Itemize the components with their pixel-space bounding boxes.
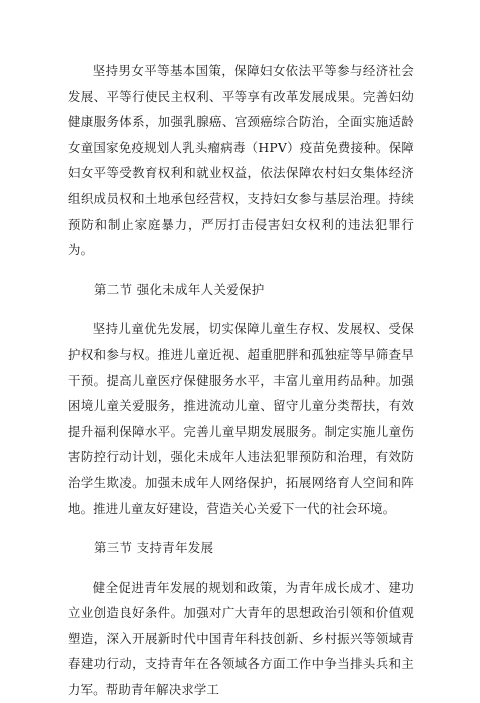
paragraph-children-care: 坚持儿童优先发展，切实保障儿童生存权、发展权、受保护权和参与权。推进儿童近视、超重肥胖和孤独症等早筛查早干预。提高儿童医疗保健服务水平，丰富儿童用药品种。加强困境儿童关爱服务，推进流动儿童、留守儿童分类帮扶，有效提升福利保障水平。完善儿童早期发展服务。制定实施儿童伤害防控行动计划，强化未成年人违法犯罪预防和治理，有效防治学生欺凌。加强未成年人网络保护，拓展网络育人空间和阵地。推进儿童友好建设，营造关心关爱下一代的社会环境。 — [68, 321, 414, 516]
section-heading-youth-development: 第三节 支持青年发展 — [94, 540, 214, 556]
document-body — [68, 58, 414, 703]
paragraph-women-rights: 坚持男女平等基本国策，保障妇女依法平等参与经济社会发展、平等行使民主权利、平等享有改革发展成果。完善妇幼健康服务体系，加强乳腺癌、宫颈癌综合防治，全面实施适龄女童国家免疫规划人乳头瘤病毒（HPV）疫苗免费接种。保障妇女平等受教育权利和就业权益，依法保障农村妇女集体经济组织成员权和土地承包经营权，支持妇女参与基层治理。持续预防和制止家庭暴力，严厉打击侵害妇女权利的违法犯罪行为。 — [68, 63, 414, 258]
paragraph-youth-development: 健全促进青年发展的规划和政策，为青年成长成才、建功立业创造良好条件。加强对广大青年的思想政治引领和价值观塑造，深入开展新时代中国青年科技创新、乡村振兴等领域青春建功行动，支持青年在各领域各方面工作中争当排头兵和主力军。帮助青年解决求学工 — [68, 579, 414, 698]
section-heading-minors-protection: 第二节 强化未成年人关爱保护 — [94, 281, 265, 297]
